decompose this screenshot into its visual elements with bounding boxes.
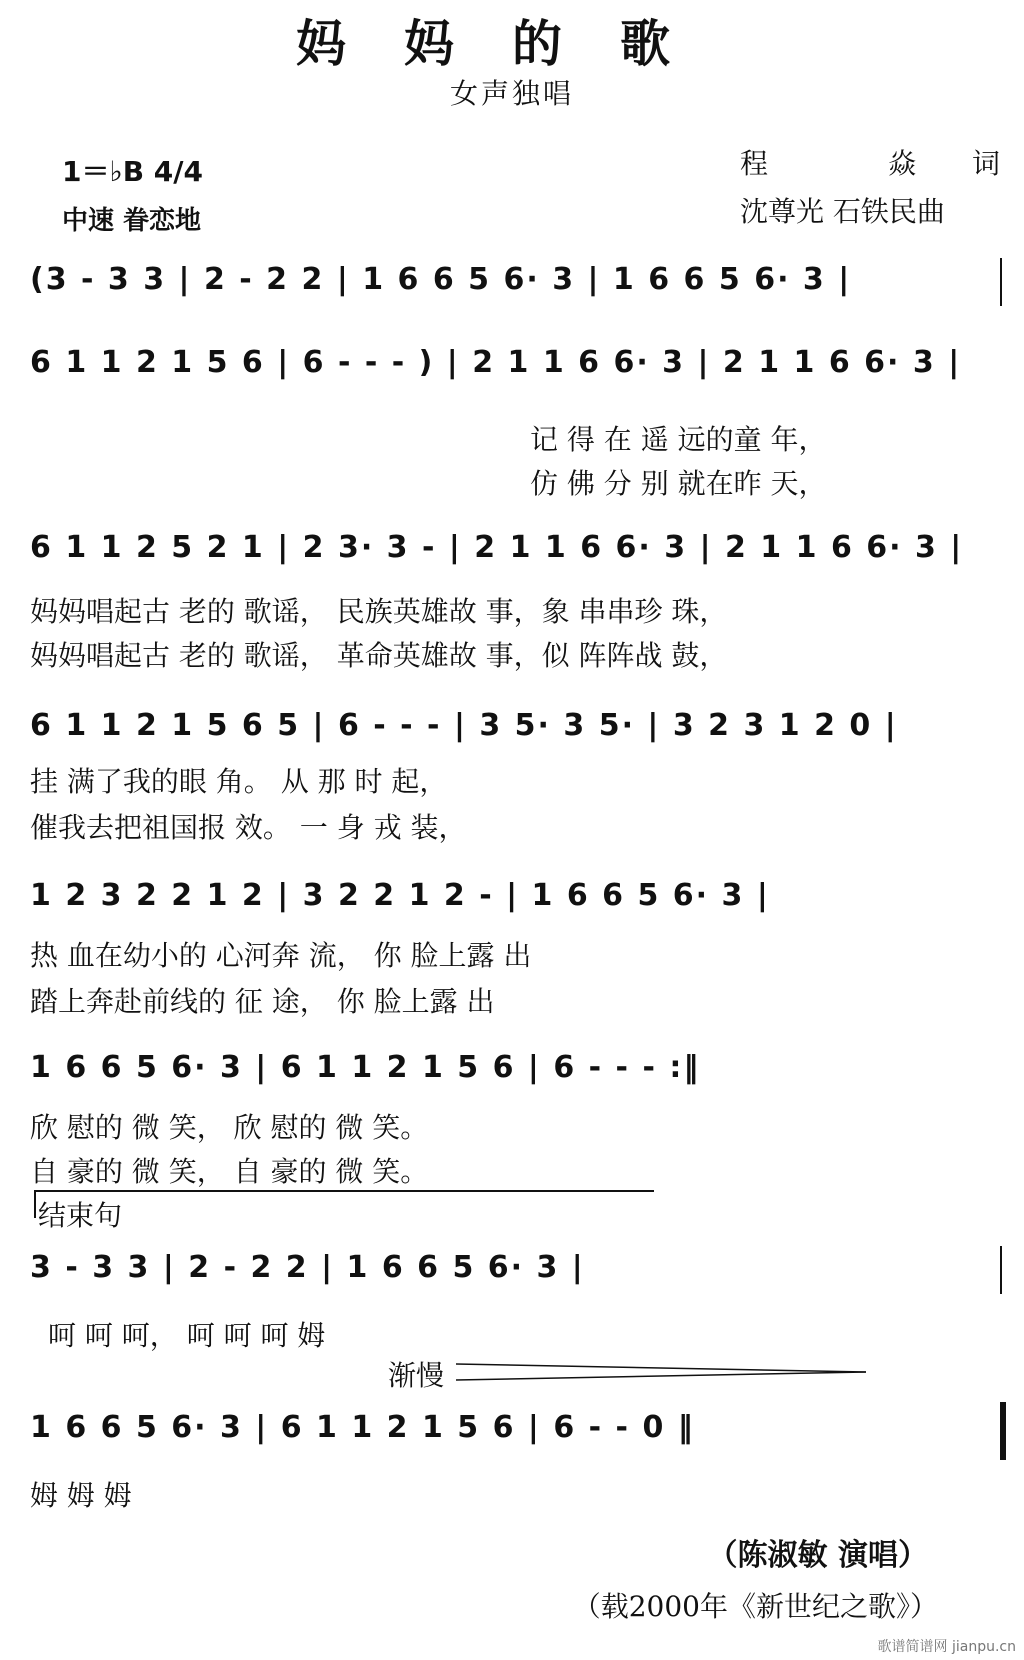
barline <box>1000 1246 1002 1294</box>
ritardando-marking: 渐慢 <box>388 1359 445 1392</box>
composer-credit: 沈尊光 石铁民曲 <box>740 195 945 228</box>
lyric-row-4-verse-1: 挂 满了我的眼 角。 从 那 时 起， <box>30 765 448 798</box>
performer-credit: （陈淑敏 演唱） <box>707 1538 928 1573</box>
tempo-marking: 中速 眷恋地 <box>62 206 202 236</box>
lyricist-credit: 程 焱词 <box>740 147 1000 180</box>
lyric-row-2-verse-1: 记 得 在 遥 远的童 年， <box>530 423 827 456</box>
site-watermark: 歌谱简谱网 jianpu.cn <box>877 1639 1016 1655</box>
final-barline <box>1000 1402 1006 1460</box>
lyric-row-5-verse-2: 踏上奔赴前线的 征 途， 你 脸上露 出 <box>30 985 495 1018</box>
ending-label: 结束句 <box>38 1199 123 1232</box>
lyric-row-3-verse-1: 妈妈唱起古 老的 歌谣， 民族英雄故 事，象 串串珍 珠， <box>30 595 728 628</box>
barline <box>1000 258 1002 306</box>
lyric-row-6-verse-1: 欣 慰的 微 笑， 欣 慰的 微 笑。 <box>30 1111 429 1144</box>
notation-row-6: 1 6 6 5 6· 3 | 6 1 1 2 1 5 6 | 6 - - - :‖ <box>30 1050 701 1085</box>
lyric-row-2-verse-2: 仿 佛 分 别 就在昨 天， <box>530 467 827 500</box>
notation-row-7: 3 - 3 3 | 2 - 2 2 | 1 6 6 5 6· 3 | <box>30 1250 585 1285</box>
notation-row-1: (3 - 3 3 | 2 - 2 2 | 1 6 6 5 6· 3 | 1 6 6 5 6· 3 | <box>30 262 852 297</box>
ritardando-hairpin <box>456 1360 876 1384</box>
song-subtitle: 女声独唱 <box>449 77 574 110</box>
notation-row-8: 1 6 6 5 6· 3 | 6 1 1 2 1 5 6 | 6 - - 0 ‖ <box>30 1410 695 1445</box>
ending-bracket <box>34 1190 654 1192</box>
lyric-row-6-verse-2: 自 豪的 微 笑， 自 豪的 微 笑。 <box>30 1155 429 1188</box>
notation-row-4: 6 1 1 2 1 5 6 5 | 6 - - - | 3 5· 3 5· | 3 2 3 1 2 0 | <box>30 708 898 743</box>
notation-row-3: 6 1 1 2 5 2 1 | 2 3· 3 - | 2 1 1 6 6· 3 | 2 1 1 6 6· 3 | <box>30 530 964 565</box>
lyric-row-4-verse-2: 催我去把祖国报 效。 一 身 戎 装， <box>30 811 467 844</box>
notation-row-5: 1 2 3 2 2 1 2 | 3 2 2 1 2 - | 1 6 6 5 6· 3 | <box>30 878 770 913</box>
lyric-row-8: 姆 姆 姆 <box>30 1479 132 1512</box>
source-citation: （载2000年《新世纪之歌》） <box>572 1590 938 1623</box>
lyric-row-3-verse-2: 妈妈唱起古 老的 歌谣， 革命英雄故 事，似 阵阵战 鼓， <box>30 639 728 672</box>
key-signature: 1＝♭B 4/4 <box>62 155 203 188</box>
ending-bracket-left <box>34 1190 36 1218</box>
song-title: 妈妈的歌 <box>296 14 728 73</box>
notation-row-2: 6 1 1 2 1 5 6 | 6 - - - ) | 2 1 1 6 6· 3 | 2 1 1 6 6· 3 | <box>30 345 962 380</box>
lyric-row-5-verse-1: 热 血在幼小的 心河奔 流， 你 脸上露 出 <box>30 939 532 972</box>
lyric-row-7: 呵 呵 呵， 呵 呵 呵 姆 <box>48 1319 326 1352</box>
